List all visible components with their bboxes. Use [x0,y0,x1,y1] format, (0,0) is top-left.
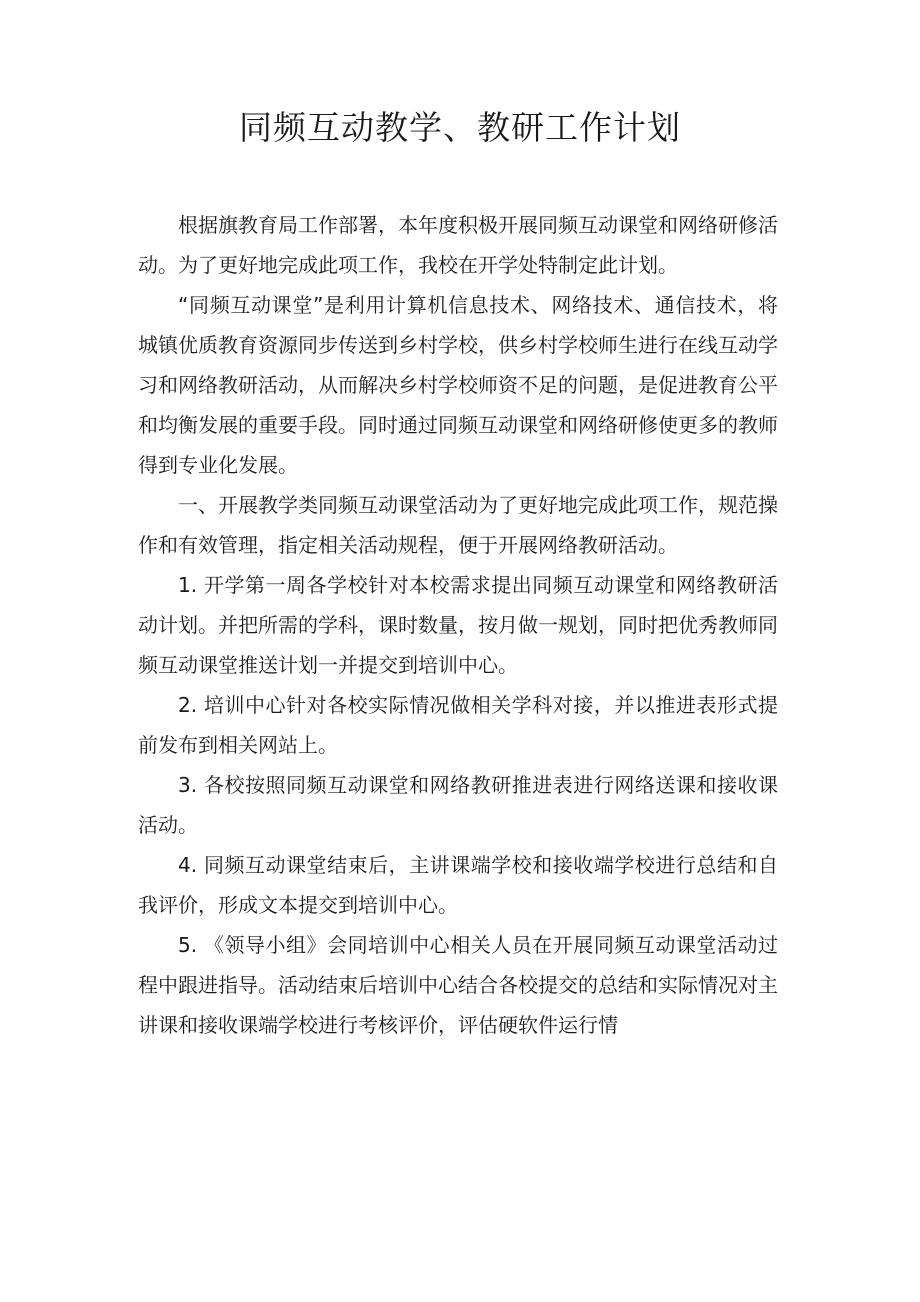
paragraph-intro: 根据旗教育局工作部署，本年度积极开展同频互动课堂和网络研修活动。为了更好地完成此项工作，我校在开学处特制定此计划。 [138,213,778,277]
paragraph-item-3: 3. 各校按照同频互动课堂和网络教研推进表进行网络送课和接收课活动。 [138,773,778,837]
paragraph-item-5: 5. 《领导小组》会同培训中心相关人员在开展同频互动课堂活动过程中跟进指导。活动结束后培训中心结合各校提交的总结和实际情况对主讲课和接收课端学校进行考核评价，评估硬软件运行情 [138,933,778,1037]
paragraph-item-2: 2. 培训中心针对各校实际情况做相关学科对接，并以推进表形式提前发布到相关网站上。 [138,693,778,757]
paragraph-definition: “同频互动课堂”是利用计算机信息技术、网络技术、通信技术，将城镇优质教育资源同步传送到乡村学校，供乡村学校师生进行在线互动学习和网络教研活动，从而解决乡村学校师资不足的问题，是促进教育公平和均衡发展的重要手段。同时通过同频互动课堂和网络研修使更多的教师得到专业化发展。 [138,293,778,477]
paragraph-item-1: 1. 开学第一周各学校针对本校需求提出同频互动课堂和网络教研活动计划。并把所需的学科，课时数量，按月做一规划，同时把优秀教师同频互动课堂推送计划一并提交到培训中心。 [138,573,778,677]
paragraph-section-one: 一、开展教学类同频互动课堂活动为了更好地完成此项工作，规范操作和有效管理，指定相关活动规程，便于开展网络教研活动。 [138,493,778,557]
document-title: 同频互动教学、教研工作计划 [239,108,681,147]
document-body [138,205,778,1045]
paragraph-item-4: 4. 同频互动课堂结束后，主讲课端学校和接收端学校进行总结和自我评价，形成文本提交到培训中心。 [138,853,778,917]
